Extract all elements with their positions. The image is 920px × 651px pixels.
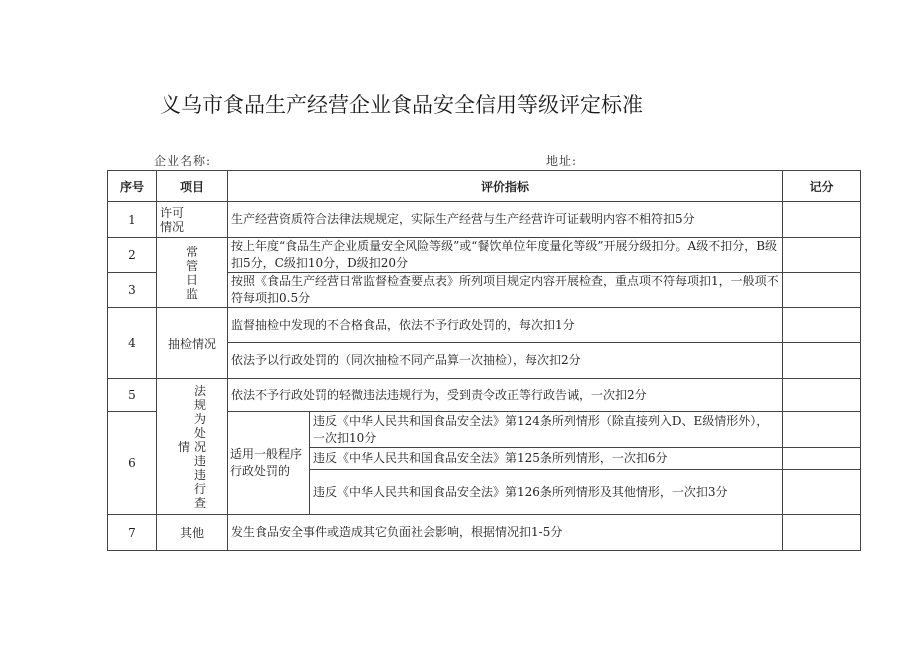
- header-criteria: 评价指标: [228, 171, 783, 202]
- item-cell: [157, 202, 228, 238]
- score-cell[interactable]: [783, 379, 861, 412]
- header-score: 记分: [783, 171, 861, 202]
- item-label: 许可情况: [160, 205, 185, 234]
- score-cell[interactable]: [783, 238, 861, 273]
- table-row: [108, 379, 861, 412]
- header-item: 项目: [157, 171, 228, 202]
- score-cell[interactable]: [783, 273, 861, 308]
- score-cell[interactable]: [783, 470, 861, 515]
- document-title: 义乌市食品生产经营企业食品安全信用等级评定标准: [160, 93, 643, 117]
- item-cell: 其他: [157, 515, 228, 551]
- table-row: [108, 202, 861, 238]
- row-number: 5: [108, 379, 157, 412]
- criteria-cell: 依法予以行政处罚的（同次抽检不同产品算一次抽检），每次扣2分: [228, 343, 783, 379]
- criteria-cell: 生产经营资质符合法律法规规定，实际生产经营与生产经营许可证载明内容不相符扣5分: [228, 202, 783, 238]
- criteria-cell: 按上年度“食品生产企业质量安全风险等级”或“餐饮单位年度量化等级”开展分级扣分。A级不扣分，B级扣5分，C级扣10分，D级扣20分: [228, 238, 783, 273]
- score-cell[interactable]: [783, 448, 861, 470]
- item-label: 常管日监: [185, 244, 198, 301]
- item-cell: 抽检情况: [157, 308, 228, 379]
- header-no: 序号: [108, 171, 157, 202]
- row-number: 7: [108, 515, 157, 551]
- criteria-cell: 发生食品安全事件或造成其它负面社会影响，根据情况扣1-5分: [228, 515, 783, 551]
- score-cell[interactable]: [783, 412, 861, 448]
- company-name-label: 企业名称:: [154, 154, 212, 168]
- criteria-table: [107, 170, 861, 551]
- item-label: 法规为处况违违行查: [193, 383, 206, 510]
- table-row: [108, 238, 861, 273]
- score-cell[interactable]: [783, 202, 861, 238]
- table-header-row: [108, 171, 861, 202]
- sub-label-cell: 适用一般程序行政处罚的: [228, 412, 310, 515]
- criteria-cell: 监督抽检中发现的不合格食品，依法不予行政处罚的，每次扣1分: [228, 308, 783, 343]
- row-number: 4: [108, 308, 157, 379]
- criteria-cell: 违反《中华人民共和国食品安全法》第124条所列情形（除直接列入D、E级情形外），一次扣10分: [310, 412, 783, 448]
- item-cell: [157, 379, 228, 515]
- criteria-cell: 依法不予行政处罚的轻微违法违规行为，受到责令改正等行政告诫，一次扣2分: [228, 379, 783, 412]
- row-number: 3: [108, 273, 157, 308]
- score-cell[interactable]: [783, 515, 861, 551]
- item-cell: [157, 238, 228, 308]
- row-number: 6: [108, 412, 157, 515]
- criteria-cell: 违反《中华人民共和国食品安全法》第126条所列情形及其他情形，一次扣3分: [310, 470, 783, 515]
- score-cell[interactable]: [783, 308, 861, 343]
- table-row: [108, 308, 861, 343]
- criteria-cell: 按照《食品生产经营日常监督检查要点表》所列项目规定内容开展检查，重点项不符每项扣1，一般项不符每项扣0.5分: [228, 273, 783, 308]
- address-label: 地址:: [546, 154, 578, 168]
- criteria-cell: 违反《中华人民共和国食品安全法》第125条所列情形，一次扣6分: [310, 448, 783, 470]
- row-number: 1: [108, 202, 157, 238]
- table-row: [108, 515, 861, 551]
- score-cell[interactable]: [783, 343, 861, 379]
- row-number: 2: [108, 238, 157, 273]
- item-label-side: 情: [177, 439, 190, 454]
